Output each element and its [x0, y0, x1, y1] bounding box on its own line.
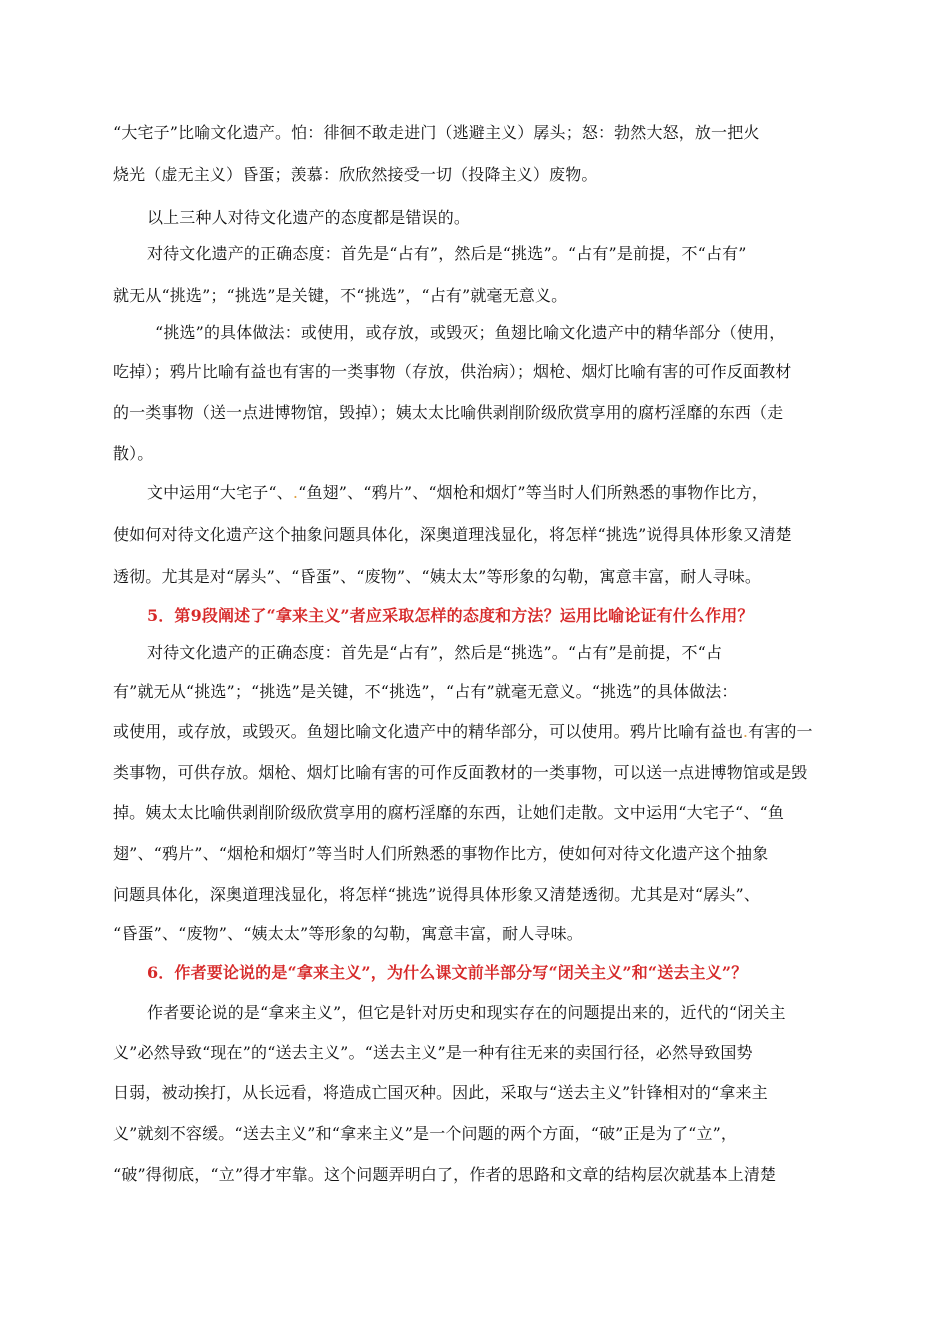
paragraph-line: 义”必然导致“现在”的“送去主义”。“送去主义”是一种有往无来的卖国行径，必然导致国势 [113, 1043, 753, 1062]
paragraph-line: 的一类事物（送一点进博物馆，毁掉）；姨太太比喻供剥削阶级欣赏享用的腐朽淫靡的东西（走 [113, 403, 784, 422]
line-segment: “鱼翅”、“鸦片”、“烟枪和烟灯”等当时人们所熟悉的事物作比方， [298, 483, 769, 502]
paragraph-line: “昏蛋”、“废物”、“姨太太”等形象的勾勒，寓意丰富，耐人寻味。 [113, 924, 583, 943]
paragraph-line: 问题具体化，深奥道理浅显化，将怎样“挑选”说得具体形象又清楚透彻。尤其是对“孱头”、 [113, 885, 761, 904]
question-heading: 6．作者要论说的是“拿来主义”，为什么课文前半部分写“闭关主义”和“送去主义”？ [147, 963, 748, 982]
paragraph-line [147, 480, 768, 503]
paragraph-line: “破”得彻底，“立”得才牢靠。这个问题弄明白了，作者的思路和文章的结构层次就基本上清楚 [113, 1165, 777, 1184]
mark-dot: . [292, 483, 299, 502]
paragraph-line: 有”就无从“挑选”；“挑选”是关键，不“挑选”，“占有”就毫无意义。“挑选”的具体做法： [113, 682, 738, 701]
paragraph-line: 义”就刻不容缓。“送去主义”和“拿来主义”是一个问题的两个方面，“破”正是为了“立”， [113, 1124, 738, 1143]
paragraph-line: 以上三种人对待文化遗产的态度都是错误的。 [147, 208, 471, 227]
paragraph-line: “挑选”的具体做法：或使用，或存放，或毁灭；鱼翅比喻文化遗产中的精华部分（使用， [155, 323, 786, 342]
question-heading: 5．第9段阐述了“拿来主义”者应采取怎样的态度和方法？运用比喻论证有什么作用？ [147, 606, 754, 625]
paragraph-line: 类事物，可供存放。烟枪、烟灯比喻有害的可作反面教材的一类事物，可以送一点进博物馆或是毁 [113, 763, 808, 782]
line-segment: 文中运用“大宅子“、 [147, 483, 293, 502]
mark-dot: . [742, 722, 749, 741]
paragraph-line: 作者要论说的是“拿来主义”，但它是针对历史和现实存在的问题提出来的，近代的“闭关主 [147, 1003, 786, 1022]
paragraph-line: 翅”、“鸦片”、“烟枪和烟灯”等当时人们所熟悉的事物作比方，使如何对待文化遗产这个抽象 [113, 844, 769, 863]
paragraph-line: 烧光（虚无主义）昏蛋；羡慕：欣欣然接受一切（投降主义）废物。 [113, 165, 598, 184]
line-segment: 有害的一 [748, 722, 813, 741]
paragraph-line: 使如何对待文化遗产这个抽象问题具体化，深奥道理浅显化，将怎样“挑选”说得具体形象又清楚 [113, 525, 792, 544]
paragraph-line: 对待文化遗产的正确态度：首先是“占有”，然后是“挑选”。“占有”是前提，不“占 [147, 643, 723, 662]
paragraph-line: “大宅子”比喻文化遗产。怕：徘徊不敢走进门（逃避主义）孱头；怒：勃然大怒，放一把火 [113, 123, 760, 142]
paragraph-line: 吃掉）；鸦片比喻有益也有害的一类事物（存放，供治病）；烟枪、烟灯比喻有害的可作反面教材 [113, 362, 792, 381]
paragraph-line: 掉。姨太太比喻供剥削阶级欣赏享用的腐朽淫靡的东西，让她们走散。文中运用“大宅子“、“鱼 [113, 803, 784, 822]
paragraph-line: 就无从“挑选”；“挑选”是关键，不“挑选”，“占有”就毫无意义。 [113, 286, 568, 305]
paragraph-line: 散）。 [113, 444, 154, 463]
paragraph-line [113, 719, 813, 742]
paragraph-line: 日弱，被动挨打，从长远看，将造成亡国灭种。因此，采取与“送去主义”针锋相对的“拿来主 [113, 1083, 768, 1102]
paragraph-line: 对待文化遗产的正确态度：首先是“占有”，然后是“挑选”。“占有”是前提，不“占有” [147, 244, 747, 263]
line-segment: 或使用，或存放，或毁灭。鱼翅比喻文化遗产中的精华部分，可以使用。鸦片比喻有益也 [113, 722, 743, 741]
paragraph-line: 透彻。尤其是对“孱头”、“昏蛋”、“废物”、“姨太太”等形象的勾勒，寓意丰富，耐人寻味。 [113, 567, 762, 586]
